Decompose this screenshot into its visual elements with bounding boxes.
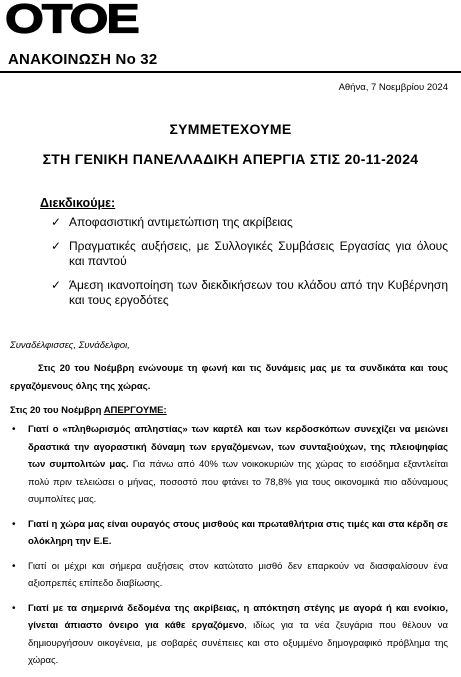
reasons-list xyxy=(10,421,448,677)
announcement-number: ΑΝΑΚΟΙΝΩΣΗ No 32 xyxy=(8,51,158,68)
reason-text: Για πάνω από 40% των νοικοκυριών της χώρας το εισόδημα εξαντλείται πολύ πριν τελειώσει ο μήνας, ποσοστό που φτάνει το 78,8% για τους οικονομικά πιο αδύναμους συμπολίτες μας. xyxy=(28,459,448,505)
demand-text: Πραγματικές αυξήσεις, με Συλλογικές Συμβάσεις Εργασίας για όλους και παντού xyxy=(69,239,448,268)
demand-item xyxy=(51,215,448,230)
checkmark-icon: ✓ xyxy=(51,239,62,253)
demand-text: Άμεση ικανοποίηση των διεκδικήσεων του κλάδου από την Κυβέρνηση και τους εργοδότες xyxy=(69,278,448,307)
reason-bold-text: Γιατί η χώρα μας είναι ουραγός στους μισθούς και πρωταθλήτρια στις τιμές και στα κέρδη σε ολόκληρη την Ε.Ε. xyxy=(28,518,448,547)
reason-item xyxy=(10,600,448,670)
reason-item xyxy=(10,558,448,593)
intro-paragraph: Στις 20 του Νοέμβρη ενώνουμε τη φωνή και τις δυνάμεις μας με τα συνδικάτα και τους εργαζόμενους όλης της χώρας. xyxy=(10,363,448,392)
reason-text: Γιατί οι μέχρι και σήμερα αυξήσεις στον κατώτατο μισθό δεν επαρκούν να διασφαλίσουν ένα αξιοπρεπές επίπεδο διαβίωσης. xyxy=(28,560,448,589)
reason-bold-text: Γιατί με τα σημερινά δεδομένα της ακρίβειας, η απόκτηση στέγης με αγορά ή και ενοίκιο, γίνεται άπιαστο όνειρο για κάθε εργαζόμενο xyxy=(28,602,448,631)
demands-heading: Διεκδικούμε: xyxy=(40,196,116,210)
strike-heading-word: ΑΠΕΡΓΟΥΜΕ: xyxy=(103,405,167,416)
reason-item xyxy=(10,421,448,509)
header-divider xyxy=(0,71,461,73)
bullet-icon: • xyxy=(12,560,16,572)
document-date: Αθήνα, 7 Νοεμβρίου 2024 xyxy=(338,82,448,93)
checkmark-icon: ✓ xyxy=(51,278,62,292)
demand-item xyxy=(51,278,448,308)
bullet-icon: • xyxy=(12,424,16,435)
reason-text: , ιδίως για τα νέα ζευγάρια που θέλουν να δημιουργήσουν οικογένεια, με σοβαρές συνέπειες και στο οξυμμένο δημογραφικό πρόβλημα της χώρας. xyxy=(28,620,449,666)
bullet-icon: • xyxy=(12,602,16,614)
otoe-logo: ΟΤΟΕ xyxy=(5,0,138,42)
bullet-icon: • xyxy=(12,518,16,530)
greeting: Συναδέλφισσες, Συνάδελφοι, xyxy=(10,340,130,351)
reason-bold-text: Γιατί ο «πληθωρισμός απληστίας» των καρτέλ και των κερδοσκόπων συνεχίζει να μειώνει δραστικά την αγοραστική δύναμη των εργαζόμενων, των συνταξιούχων, της πλειοψηφίας των συμπολιτών μας. xyxy=(28,424,448,470)
demands-list xyxy=(51,215,448,317)
title-line-2: ΣΤΗ ΓΕΝΙΚΗ ΠΑΝΕΛΛΑΔΙΚΗ ΑΠΕΡΓΙΑ ΣΤΙΣ 20-11-2024 xyxy=(42,151,419,167)
demand-text: Αποφασιστική αντιμετώπιση της ακρίβειας xyxy=(69,215,293,229)
title-line-1: ΣΥΜΜΕΤΕΧΟΥΜΕ xyxy=(169,121,292,137)
checkmark-icon: ✓ xyxy=(51,215,62,229)
reason-item xyxy=(10,516,448,551)
demand-item xyxy=(51,239,448,269)
strike-heading-prefix: Στις 20 του Νοέμβρη xyxy=(10,405,104,416)
strike-heading xyxy=(10,405,167,416)
